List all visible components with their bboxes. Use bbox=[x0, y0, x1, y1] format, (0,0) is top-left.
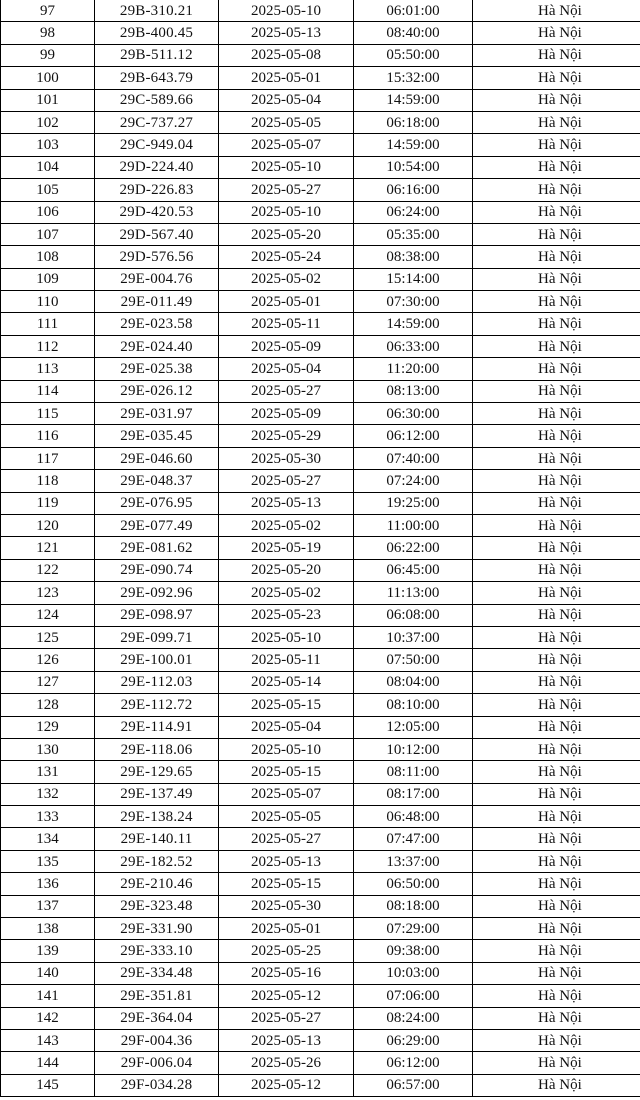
table-row bbox=[1, 134, 640, 156]
plate-number-cell: 29E-023.58 bbox=[95, 313, 219, 335]
row-number-cell: 140 bbox=[1, 962, 95, 984]
table-row bbox=[1, 111, 640, 133]
time-cell: 11:20:00 bbox=[354, 358, 473, 380]
city-cell: Hà Nội bbox=[473, 44, 640, 66]
table-row bbox=[1, 626, 640, 648]
plate-number-cell: 29E-140.11 bbox=[95, 828, 219, 850]
table-row bbox=[1, 492, 640, 514]
city-cell: Hà Nội bbox=[473, 156, 640, 178]
plate-number-cell: 29C-737.27 bbox=[95, 111, 219, 133]
row-number-cell: 104 bbox=[1, 156, 95, 178]
table-row bbox=[1, 582, 640, 604]
plate-number-cell: 29E-077.49 bbox=[95, 514, 219, 536]
time-cell: 10:03:00 bbox=[354, 962, 473, 984]
city-cell: Hà Nội bbox=[473, 940, 640, 962]
table-row bbox=[1, 44, 640, 66]
date-cell: 2025-05-01 bbox=[219, 291, 354, 313]
plate-number-cell: 29E-333.10 bbox=[95, 940, 219, 962]
table-row bbox=[1, 179, 640, 201]
time-cell: 08:18:00 bbox=[354, 895, 473, 917]
row-number-cell: 128 bbox=[1, 694, 95, 716]
city-cell: Hà Nội bbox=[473, 761, 640, 783]
city-cell: Hà Nội bbox=[473, 694, 640, 716]
city-cell: Hà Nội bbox=[473, 604, 640, 626]
row-number-cell: 138 bbox=[1, 918, 95, 940]
date-cell: 2025-05-16 bbox=[219, 962, 354, 984]
table-row bbox=[1, 1074, 640, 1096]
row-number-cell: 133 bbox=[1, 806, 95, 828]
table-row bbox=[1, 335, 640, 357]
city-cell: Hà Nội bbox=[473, 335, 640, 357]
time-cell: 09:38:00 bbox=[354, 940, 473, 962]
date-cell: 2025-05-27 bbox=[219, 1007, 354, 1029]
plate-number-cell: 29F-034.28 bbox=[95, 1074, 219, 1096]
time-cell: 15:14:00 bbox=[354, 268, 473, 290]
plate-number-cell: 29F-004.36 bbox=[95, 1029, 219, 1051]
city-cell: Hà Nội bbox=[473, 447, 640, 469]
table-row bbox=[1, 604, 640, 626]
table-row bbox=[1, 940, 640, 962]
plate-number-cell: 29E-100.01 bbox=[95, 649, 219, 671]
time-cell: 07:29:00 bbox=[354, 918, 473, 940]
row-number-cell: 112 bbox=[1, 335, 95, 357]
plate-number-cell: 29B-310.21 bbox=[95, 0, 219, 22]
time-cell: 05:50:00 bbox=[354, 44, 473, 66]
row-number-cell: 111 bbox=[1, 313, 95, 335]
time-cell: 07:24:00 bbox=[354, 470, 473, 492]
table-row bbox=[1, 425, 640, 447]
table-row bbox=[1, 313, 640, 335]
city-cell: Hà Nội bbox=[473, 962, 640, 984]
date-cell: 2025-05-08 bbox=[219, 44, 354, 66]
row-number-cell: 122 bbox=[1, 559, 95, 581]
time-cell: 10:37:00 bbox=[354, 626, 473, 648]
city-cell: Hà Nội bbox=[473, 873, 640, 895]
date-cell: 2025-05-12 bbox=[219, 985, 354, 1007]
city-cell: Hà Nội bbox=[473, 358, 640, 380]
date-cell: 2025-05-30 bbox=[219, 447, 354, 469]
date-cell: 2025-05-27 bbox=[219, 470, 354, 492]
table-row bbox=[1, 268, 640, 290]
table-row bbox=[1, 850, 640, 872]
plate-number-cell: 29E-138.24 bbox=[95, 806, 219, 828]
plate-number-cell: 29E-334.48 bbox=[95, 962, 219, 984]
date-cell: 2025-05-20 bbox=[219, 559, 354, 581]
table-row bbox=[1, 783, 640, 805]
time-cell: 06:48:00 bbox=[354, 806, 473, 828]
table-row bbox=[1, 447, 640, 469]
plate-number-cell: 29E-031.97 bbox=[95, 403, 219, 425]
plate-number-cell: 29E-331.90 bbox=[95, 918, 219, 940]
city-cell: Hà Nội bbox=[473, 985, 640, 1007]
date-cell: 2025-05-02 bbox=[219, 268, 354, 290]
plate-number-cell: 29E-035.45 bbox=[95, 425, 219, 447]
city-cell: Hà Nội bbox=[473, 492, 640, 514]
row-number-cell: 144 bbox=[1, 1052, 95, 1074]
date-cell: 2025-05-07 bbox=[219, 783, 354, 805]
table-row bbox=[1, 559, 640, 581]
table-row bbox=[1, 873, 640, 895]
row-number-cell: 141 bbox=[1, 985, 95, 1007]
row-number-cell: 110 bbox=[1, 291, 95, 313]
row-number-cell: 132 bbox=[1, 783, 95, 805]
plate-number-cell: 29E-210.46 bbox=[95, 873, 219, 895]
table-row bbox=[1, 895, 640, 917]
date-cell: 2025-05-10 bbox=[219, 626, 354, 648]
plate-number-cell: 29F-006.04 bbox=[95, 1052, 219, 1074]
row-number-cell: 131 bbox=[1, 761, 95, 783]
plate-number-cell: 29E-026.12 bbox=[95, 380, 219, 402]
table-row bbox=[1, 358, 640, 380]
plate-number-cell: 29E-098.97 bbox=[95, 604, 219, 626]
city-cell: Hà Nội bbox=[473, 201, 640, 223]
plate-number-cell: 29E-112.03 bbox=[95, 671, 219, 693]
date-cell: 2025-05-04 bbox=[219, 89, 354, 111]
row-number-cell: 139 bbox=[1, 940, 95, 962]
time-cell: 11:00:00 bbox=[354, 514, 473, 536]
time-cell: 06:45:00 bbox=[354, 559, 473, 581]
plate-number-cell: 29E-092.96 bbox=[95, 582, 219, 604]
row-number-cell: 105 bbox=[1, 179, 95, 201]
table-row bbox=[1, 694, 640, 716]
plate-number-cell: 29C-589.66 bbox=[95, 89, 219, 111]
city-cell: Hà Nội bbox=[473, 0, 640, 22]
time-cell: 08:04:00 bbox=[354, 671, 473, 693]
plate-number-cell: 29E-004.76 bbox=[95, 268, 219, 290]
row-number-cell: 126 bbox=[1, 649, 95, 671]
plate-number-cell: 29E-024.40 bbox=[95, 335, 219, 357]
time-cell: 08:17:00 bbox=[354, 783, 473, 805]
plate-number-cell: 29D-420.53 bbox=[95, 201, 219, 223]
table-row bbox=[1, 89, 640, 111]
city-cell: Hà Nội bbox=[473, 806, 640, 828]
date-cell: 2025-05-27 bbox=[219, 179, 354, 201]
row-number-cell: 118 bbox=[1, 470, 95, 492]
plate-number-cell: 29C-949.04 bbox=[95, 134, 219, 156]
time-cell: 06:12:00 bbox=[354, 1052, 473, 1074]
city-cell: Hà Nội bbox=[473, 291, 640, 313]
plate-number-cell: 29E-081.62 bbox=[95, 537, 219, 559]
city-cell: Hà Nội bbox=[473, 738, 640, 760]
time-cell: 06:57:00 bbox=[354, 1074, 473, 1096]
row-number-cell: 107 bbox=[1, 223, 95, 245]
date-cell: 2025-05-20 bbox=[219, 223, 354, 245]
date-cell: 2025-05-11 bbox=[219, 313, 354, 335]
table-row bbox=[1, 962, 640, 984]
date-cell: 2025-05-09 bbox=[219, 335, 354, 357]
table-row bbox=[1, 22, 640, 44]
time-cell: 11:13:00 bbox=[354, 582, 473, 604]
time-cell: 07:40:00 bbox=[354, 447, 473, 469]
city-cell: Hà Nội bbox=[473, 671, 640, 693]
row-number-cell: 137 bbox=[1, 895, 95, 917]
plate-number-cell: 29D-226.83 bbox=[95, 179, 219, 201]
row-number-cell: 116 bbox=[1, 425, 95, 447]
table-row bbox=[1, 671, 640, 693]
date-cell: 2025-05-10 bbox=[219, 738, 354, 760]
plate-number-cell: 29B-643.79 bbox=[95, 67, 219, 89]
city-cell: Hà Nội bbox=[473, 649, 640, 671]
row-number-cell: 135 bbox=[1, 850, 95, 872]
city-cell: Hà Nội bbox=[473, 1052, 640, 1074]
table-row bbox=[1, 918, 640, 940]
city-cell: Hà Nội bbox=[473, 403, 640, 425]
date-cell: 2025-05-15 bbox=[219, 761, 354, 783]
city-cell: Hà Nội bbox=[473, 111, 640, 133]
time-cell: 08:40:00 bbox=[354, 22, 473, 44]
date-cell: 2025-05-10 bbox=[219, 0, 354, 22]
table-row bbox=[1, 806, 640, 828]
row-number-cell: 113 bbox=[1, 358, 95, 380]
city-cell: Hà Nội bbox=[473, 783, 640, 805]
time-cell: 14:59:00 bbox=[354, 89, 473, 111]
plate-number-cell: 29E-099.71 bbox=[95, 626, 219, 648]
city-cell: Hà Nội bbox=[473, 559, 640, 581]
city-cell: Hà Nội bbox=[473, 223, 640, 245]
plate-number-cell: 29B-511.12 bbox=[95, 44, 219, 66]
date-cell: 2025-05-07 bbox=[219, 134, 354, 156]
row-number-cell: 123 bbox=[1, 582, 95, 604]
plate-number-cell: 29E-114.91 bbox=[95, 716, 219, 738]
time-cell: 07:30:00 bbox=[354, 291, 473, 313]
plate-number-cell: 29D-567.40 bbox=[95, 223, 219, 245]
row-number-cell: 125 bbox=[1, 626, 95, 648]
date-cell: 2025-05-30 bbox=[219, 895, 354, 917]
plate-number-cell: 29D-576.56 bbox=[95, 246, 219, 268]
date-cell: 2025-05-26 bbox=[219, 1052, 354, 1074]
row-number-cell: 114 bbox=[1, 380, 95, 402]
row-number-cell: 101 bbox=[1, 89, 95, 111]
date-cell: 2025-05-05 bbox=[219, 806, 354, 828]
table-row bbox=[1, 470, 640, 492]
row-number-cell: 130 bbox=[1, 738, 95, 760]
row-number-cell: 124 bbox=[1, 604, 95, 626]
time-cell: 15:32:00 bbox=[354, 67, 473, 89]
city-cell: Hà Nội bbox=[473, 514, 640, 536]
date-cell: 2025-05-24 bbox=[219, 246, 354, 268]
time-cell: 06:01:00 bbox=[354, 0, 473, 22]
date-cell: 2025-05-04 bbox=[219, 716, 354, 738]
time-cell: 14:59:00 bbox=[354, 134, 473, 156]
plate-number-cell: 29E-323.48 bbox=[95, 895, 219, 917]
plate-number-cell: 29E-182.52 bbox=[95, 850, 219, 872]
table-row bbox=[1, 1052, 640, 1074]
table-row bbox=[1, 537, 640, 559]
city-cell: Hà Nội bbox=[473, 246, 640, 268]
table-row bbox=[1, 201, 640, 223]
city-cell: Hà Nội bbox=[473, 895, 640, 917]
city-cell: Hà Nội bbox=[473, 425, 640, 447]
row-number-cell: 106 bbox=[1, 201, 95, 223]
row-number-cell: 117 bbox=[1, 447, 95, 469]
table-row bbox=[1, 156, 640, 178]
time-cell: 07:47:00 bbox=[354, 828, 473, 850]
time-cell: 06:50:00 bbox=[354, 873, 473, 895]
city-cell: Hà Nội bbox=[473, 582, 640, 604]
plate-number-cell: 29E-129.65 bbox=[95, 761, 219, 783]
city-cell: Hà Nội bbox=[473, 134, 640, 156]
row-number-cell: 99 bbox=[1, 44, 95, 66]
date-cell: 2025-05-13 bbox=[219, 22, 354, 44]
date-cell: 2025-05-10 bbox=[219, 201, 354, 223]
table-row bbox=[1, 67, 640, 89]
plate-number-cell: 29E-351.81 bbox=[95, 985, 219, 1007]
date-cell: 2025-05-23 bbox=[219, 604, 354, 626]
city-cell: Hà Nội bbox=[473, 1007, 640, 1029]
plate-number-cell: 29E-048.37 bbox=[95, 470, 219, 492]
plate-number-cell: 29E-090.74 bbox=[95, 559, 219, 581]
date-cell: 2025-05-01 bbox=[219, 918, 354, 940]
time-cell: 10:12:00 bbox=[354, 738, 473, 760]
date-cell: 2025-05-12 bbox=[219, 1074, 354, 1096]
plate-number-cell: 29E-025.38 bbox=[95, 358, 219, 380]
city-cell: Hà Nội bbox=[473, 268, 640, 290]
row-number-cell: 100 bbox=[1, 67, 95, 89]
table-row bbox=[1, 828, 640, 850]
date-cell: 2025-05-15 bbox=[219, 694, 354, 716]
plate-number-cell: 29E-112.72 bbox=[95, 694, 219, 716]
time-cell: 06:18:00 bbox=[354, 111, 473, 133]
city-cell: Hà Nội bbox=[473, 380, 640, 402]
city-cell: Hà Nội bbox=[473, 626, 640, 648]
row-number-cell: 127 bbox=[1, 671, 95, 693]
row-number-cell: 98 bbox=[1, 22, 95, 44]
table-row bbox=[1, 716, 640, 738]
date-cell: 2025-05-09 bbox=[219, 403, 354, 425]
time-cell: 07:50:00 bbox=[354, 649, 473, 671]
row-number-cell: 115 bbox=[1, 403, 95, 425]
date-cell: 2025-05-27 bbox=[219, 828, 354, 850]
row-number-cell: 103 bbox=[1, 134, 95, 156]
time-cell: 08:13:00 bbox=[354, 380, 473, 402]
time-cell: 08:24:00 bbox=[354, 1007, 473, 1029]
time-cell: 06:30:00 bbox=[354, 403, 473, 425]
time-cell: 19:25:00 bbox=[354, 492, 473, 514]
date-cell: 2025-05-02 bbox=[219, 514, 354, 536]
city-cell: Hà Nội bbox=[473, 67, 640, 89]
table-row bbox=[1, 246, 640, 268]
date-cell: 2025-05-27 bbox=[219, 380, 354, 402]
date-cell: 2025-05-02 bbox=[219, 582, 354, 604]
date-cell: 2025-05-25 bbox=[219, 940, 354, 962]
row-number-cell: 136 bbox=[1, 873, 95, 895]
plate-number-cell: 29E-011.49 bbox=[95, 291, 219, 313]
time-cell: 06:24:00 bbox=[354, 201, 473, 223]
plate-number-cell: 29D-224.40 bbox=[95, 156, 219, 178]
city-cell: Hà Nội bbox=[473, 470, 640, 492]
row-number-cell: 97 bbox=[1, 0, 95, 22]
city-cell: Hà Nội bbox=[473, 1074, 640, 1096]
table-row bbox=[1, 985, 640, 1007]
table-body bbox=[1, 0, 640, 1097]
date-cell: 2025-05-13 bbox=[219, 492, 354, 514]
table-row bbox=[1, 649, 640, 671]
time-cell: 06:12:00 bbox=[354, 425, 473, 447]
city-cell: Hà Nội bbox=[473, 918, 640, 940]
row-number-cell: 121 bbox=[1, 537, 95, 559]
time-cell: 06:33:00 bbox=[354, 335, 473, 357]
table-row bbox=[1, 223, 640, 245]
row-number-cell: 143 bbox=[1, 1029, 95, 1051]
time-cell: 12:05:00 bbox=[354, 716, 473, 738]
time-cell: 05:35:00 bbox=[354, 223, 473, 245]
table-row bbox=[1, 761, 640, 783]
time-cell: 07:06:00 bbox=[354, 985, 473, 1007]
time-cell: 13:37:00 bbox=[354, 850, 473, 872]
row-number-cell: 109 bbox=[1, 268, 95, 290]
table-row bbox=[1, 1007, 640, 1029]
date-cell: 2025-05-11 bbox=[219, 649, 354, 671]
table-row bbox=[1, 291, 640, 313]
row-number-cell: 120 bbox=[1, 514, 95, 536]
plate-number-cell: 29E-118.06 bbox=[95, 738, 219, 760]
plate-number-cell: 29E-046.60 bbox=[95, 447, 219, 469]
row-number-cell: 134 bbox=[1, 828, 95, 850]
time-cell: 08:11:00 bbox=[354, 761, 473, 783]
date-cell: 2025-05-13 bbox=[219, 1029, 354, 1051]
time-cell: 08:38:00 bbox=[354, 246, 473, 268]
time-cell: 06:16:00 bbox=[354, 179, 473, 201]
time-cell: 06:29:00 bbox=[354, 1029, 473, 1051]
city-cell: Hà Nội bbox=[473, 22, 640, 44]
table-row bbox=[1, 514, 640, 536]
city-cell: Hà Nội bbox=[473, 716, 640, 738]
date-cell: 2025-05-04 bbox=[219, 358, 354, 380]
city-cell: Hà Nội bbox=[473, 850, 640, 872]
date-cell: 2025-05-10 bbox=[219, 156, 354, 178]
date-cell: 2025-05-14 bbox=[219, 671, 354, 693]
date-cell: 2025-05-15 bbox=[219, 873, 354, 895]
plate-number-cell: 29E-364.04 bbox=[95, 1007, 219, 1029]
city-cell: Hà Nội bbox=[473, 828, 640, 850]
row-number-cell: 102 bbox=[1, 111, 95, 133]
time-cell: 10:54:00 bbox=[354, 156, 473, 178]
row-number-cell: 145 bbox=[1, 1074, 95, 1096]
table-row bbox=[1, 0, 640, 22]
city-cell: Hà Nội bbox=[473, 179, 640, 201]
time-cell: 06:08:00 bbox=[354, 604, 473, 626]
date-cell: 2025-05-05 bbox=[219, 111, 354, 133]
city-cell: Hà Nội bbox=[473, 89, 640, 111]
table-row bbox=[1, 738, 640, 760]
city-cell: Hà Nội bbox=[473, 1029, 640, 1051]
row-number-cell: 129 bbox=[1, 716, 95, 738]
time-cell: 06:22:00 bbox=[354, 537, 473, 559]
date-cell: 2025-05-29 bbox=[219, 425, 354, 447]
table-row bbox=[1, 1029, 640, 1051]
plate-number-cell: 29E-137.49 bbox=[95, 783, 219, 805]
table-row bbox=[1, 380, 640, 402]
date-cell: 2025-05-13 bbox=[219, 850, 354, 872]
plate-number-cell: 29B-400.45 bbox=[95, 22, 219, 44]
row-number-cell: 142 bbox=[1, 1007, 95, 1029]
plate-number-cell: 29E-076.95 bbox=[95, 492, 219, 514]
time-cell: 08:10:00 bbox=[354, 694, 473, 716]
city-cell: Hà Nội bbox=[473, 313, 640, 335]
date-cell: 2025-05-01 bbox=[219, 67, 354, 89]
row-number-cell: 119 bbox=[1, 492, 95, 514]
date-cell: 2025-05-19 bbox=[219, 537, 354, 559]
row-number-cell: 108 bbox=[1, 246, 95, 268]
table-row bbox=[1, 403, 640, 425]
city-cell: Hà Nội bbox=[473, 537, 640, 559]
time-cell: 14:59:00 bbox=[354, 313, 473, 335]
